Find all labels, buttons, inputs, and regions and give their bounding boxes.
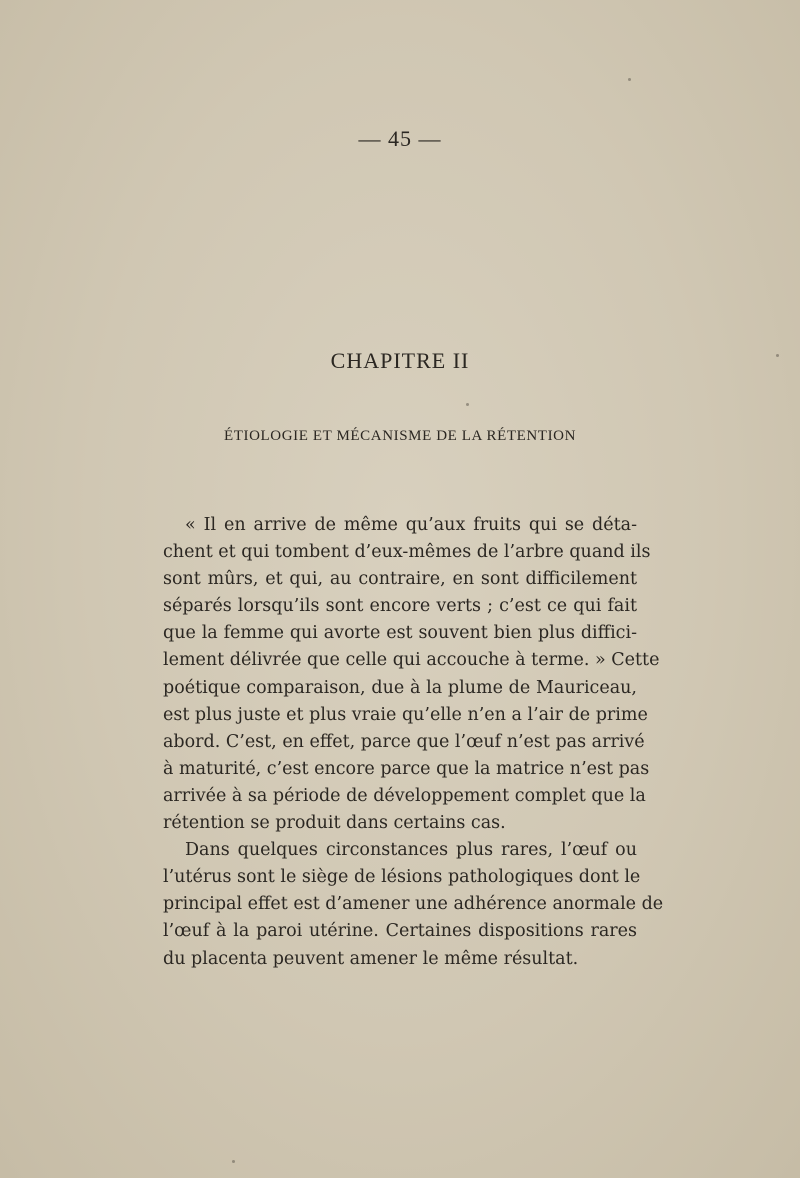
text-line: arrivée à sa période de développement complet que la <box>163 785 646 806</box>
text-line: lement délivrée que celle qui accouche à terme. » Cette <box>163 650 660 671</box>
paper-speck <box>628 78 631 81</box>
body-text <box>163 512 664 973</box>
text-line: « Il en arrive de même qu’aux fruits qui se déta- <box>185 515 637 535</box>
text-line: est plus juste et plus vraie qu’elle n’en a l’air de prime <box>163 704 648 725</box>
paper-speck <box>232 1160 235 1163</box>
text-line: principal effet est d’amener une adhérence anormale de <box>163 894 664 915</box>
paper-speck <box>776 354 779 357</box>
text-line: sont mûrs, et qui, au contraire, en sont difficilement <box>163 569 637 590</box>
text-line: poétique comparaison, due à la plume de Mauriceau, <box>163 677 637 698</box>
chapter-subtitle: ÉTIOLOGIE ET MÉCANISME DE LA RÉTENTION <box>223 428 577 444</box>
text-line: l’œuf à la paroi utérine. Certaines dispositions rares <box>163 921 637 942</box>
text-line: abord. C’est, en effet, parce que l’œuf n’est pas arrivé <box>163 731 645 752</box>
text-line: du placenta peuvent amener le même résultat. <box>163 948 579 969</box>
text-line: chent et qui tombent d’eux-mêmes de l’arbre quand ils <box>163 542 651 563</box>
paragraph-1 <box>163 512 660 837</box>
text-line: à maturité, c’est encore parce que la matrice n’est pas <box>163 758 650 779</box>
chapter-title: CHAPITRE II <box>330 348 470 373</box>
paper-speck <box>466 403 469 406</box>
text-line: que la femme qui avorte est souvent bien plus diffici- <box>163 623 637 644</box>
text-line: rétention se produit dans certains cas. <box>163 813 506 834</box>
paragraph-2 <box>163 837 664 972</box>
text-line: séparés lorsqu’ils sont encore verts ; c’est ce qui fait <box>163 596 637 617</box>
text-line: l’utérus sont le siège de lésions pathologiques dont le <box>163 867 641 888</box>
text-line: Dans quelques circonstances plus rares, l’œuf ou <box>185 840 637 861</box>
page-number: — 45 — <box>358 126 442 151</box>
